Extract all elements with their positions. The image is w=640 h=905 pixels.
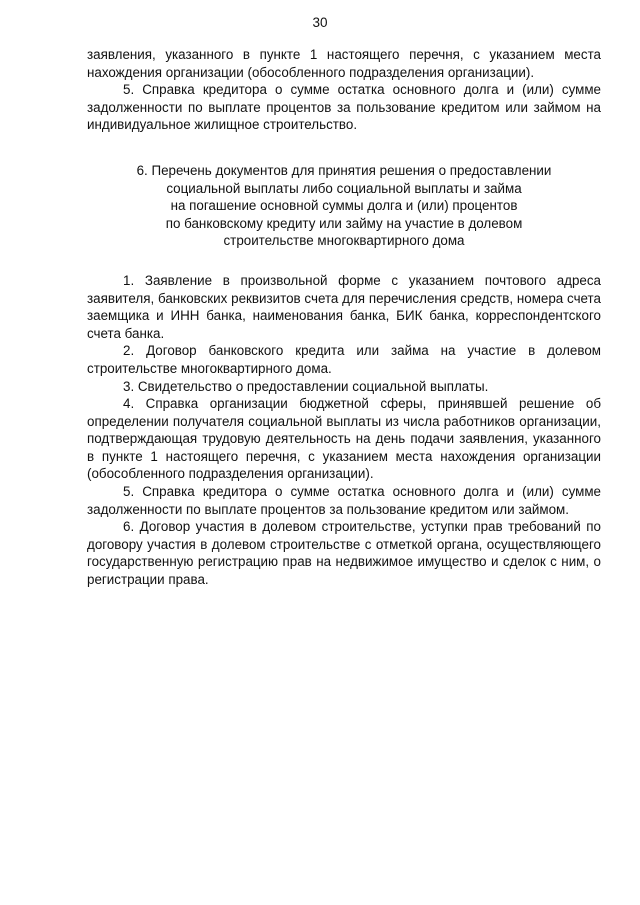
- page-content: [87, 46, 601, 589]
- list-item: 1. Заявление в произвольной форме с указанием почтового адреса заявителя, банковских реквизитов счета для перечисления средств, номера счета заемщика и ИНН банка, наименования банка, БИК банка, корреспондентского счета банка.: [87, 272, 601, 341]
- section-heading-line: социальной выплаты либо социальной выплаты и займа: [166, 180, 522, 196]
- intro-paragraph: заявления, указанного в пункте 1 настоящего перечня, с указанием места нахождения организации (обособленного подразделения организации).: [87, 47, 601, 80]
- section-heading: [87, 162, 601, 250]
- list-item: 6. Договор участия в долевом строительстве, уступки прав требований по договору участия в долевом строительстве с отметкой органа, осуществляющего государственную регистрацию прав на недвижимое имущество и сделок с ним, о регистрации права.: [87, 519, 601, 588]
- section-heading-line: 6. Перечень документов для принятия решения о предоставлении: [136, 162, 552, 178]
- intro-paragraph: 5. Справка кредитора о сумме остатка основного долга и (или) сумме задолженности по выплате процентов за пользование кредитом или займом на индивидуальное жилищное строительство.: [87, 82, 601, 133]
- list-item: 5. Справка кредитора о сумме остатка основного долга и (или) сумме задолженности по выплате процентов за пользование кредитом или займом.: [87, 484, 601, 517]
- page-number: 30: [312, 15, 328, 30]
- section-heading-line: строительстве многоквартирного дома: [223, 233, 465, 249]
- list-item: 3. Свидетельство о предоставлении социальной выплаты.: [123, 378, 489, 394]
- list-item: 4. Справка организации бюджетной сферы, принявшей решение об определении получателя социальной выплаты из числа работников организации, подтверждающая трудовую деятельность на день подачи заявления, указанного в пункте 1 настоящего перечня, с указанием места нахождения организации (обособленного подразделения организации).: [87, 396, 601, 482]
- list-item: 2. Договор банковского кредита или займа на участие в долевом строительстве многоквартирного дома.: [87, 343, 601, 376]
- section-heading-line: на погашение основной суммы долга и (или) процентов: [170, 198, 518, 214]
- section-heading-line: по банковскому кредиту или займу на участие в долевом: [165, 215, 523, 231]
